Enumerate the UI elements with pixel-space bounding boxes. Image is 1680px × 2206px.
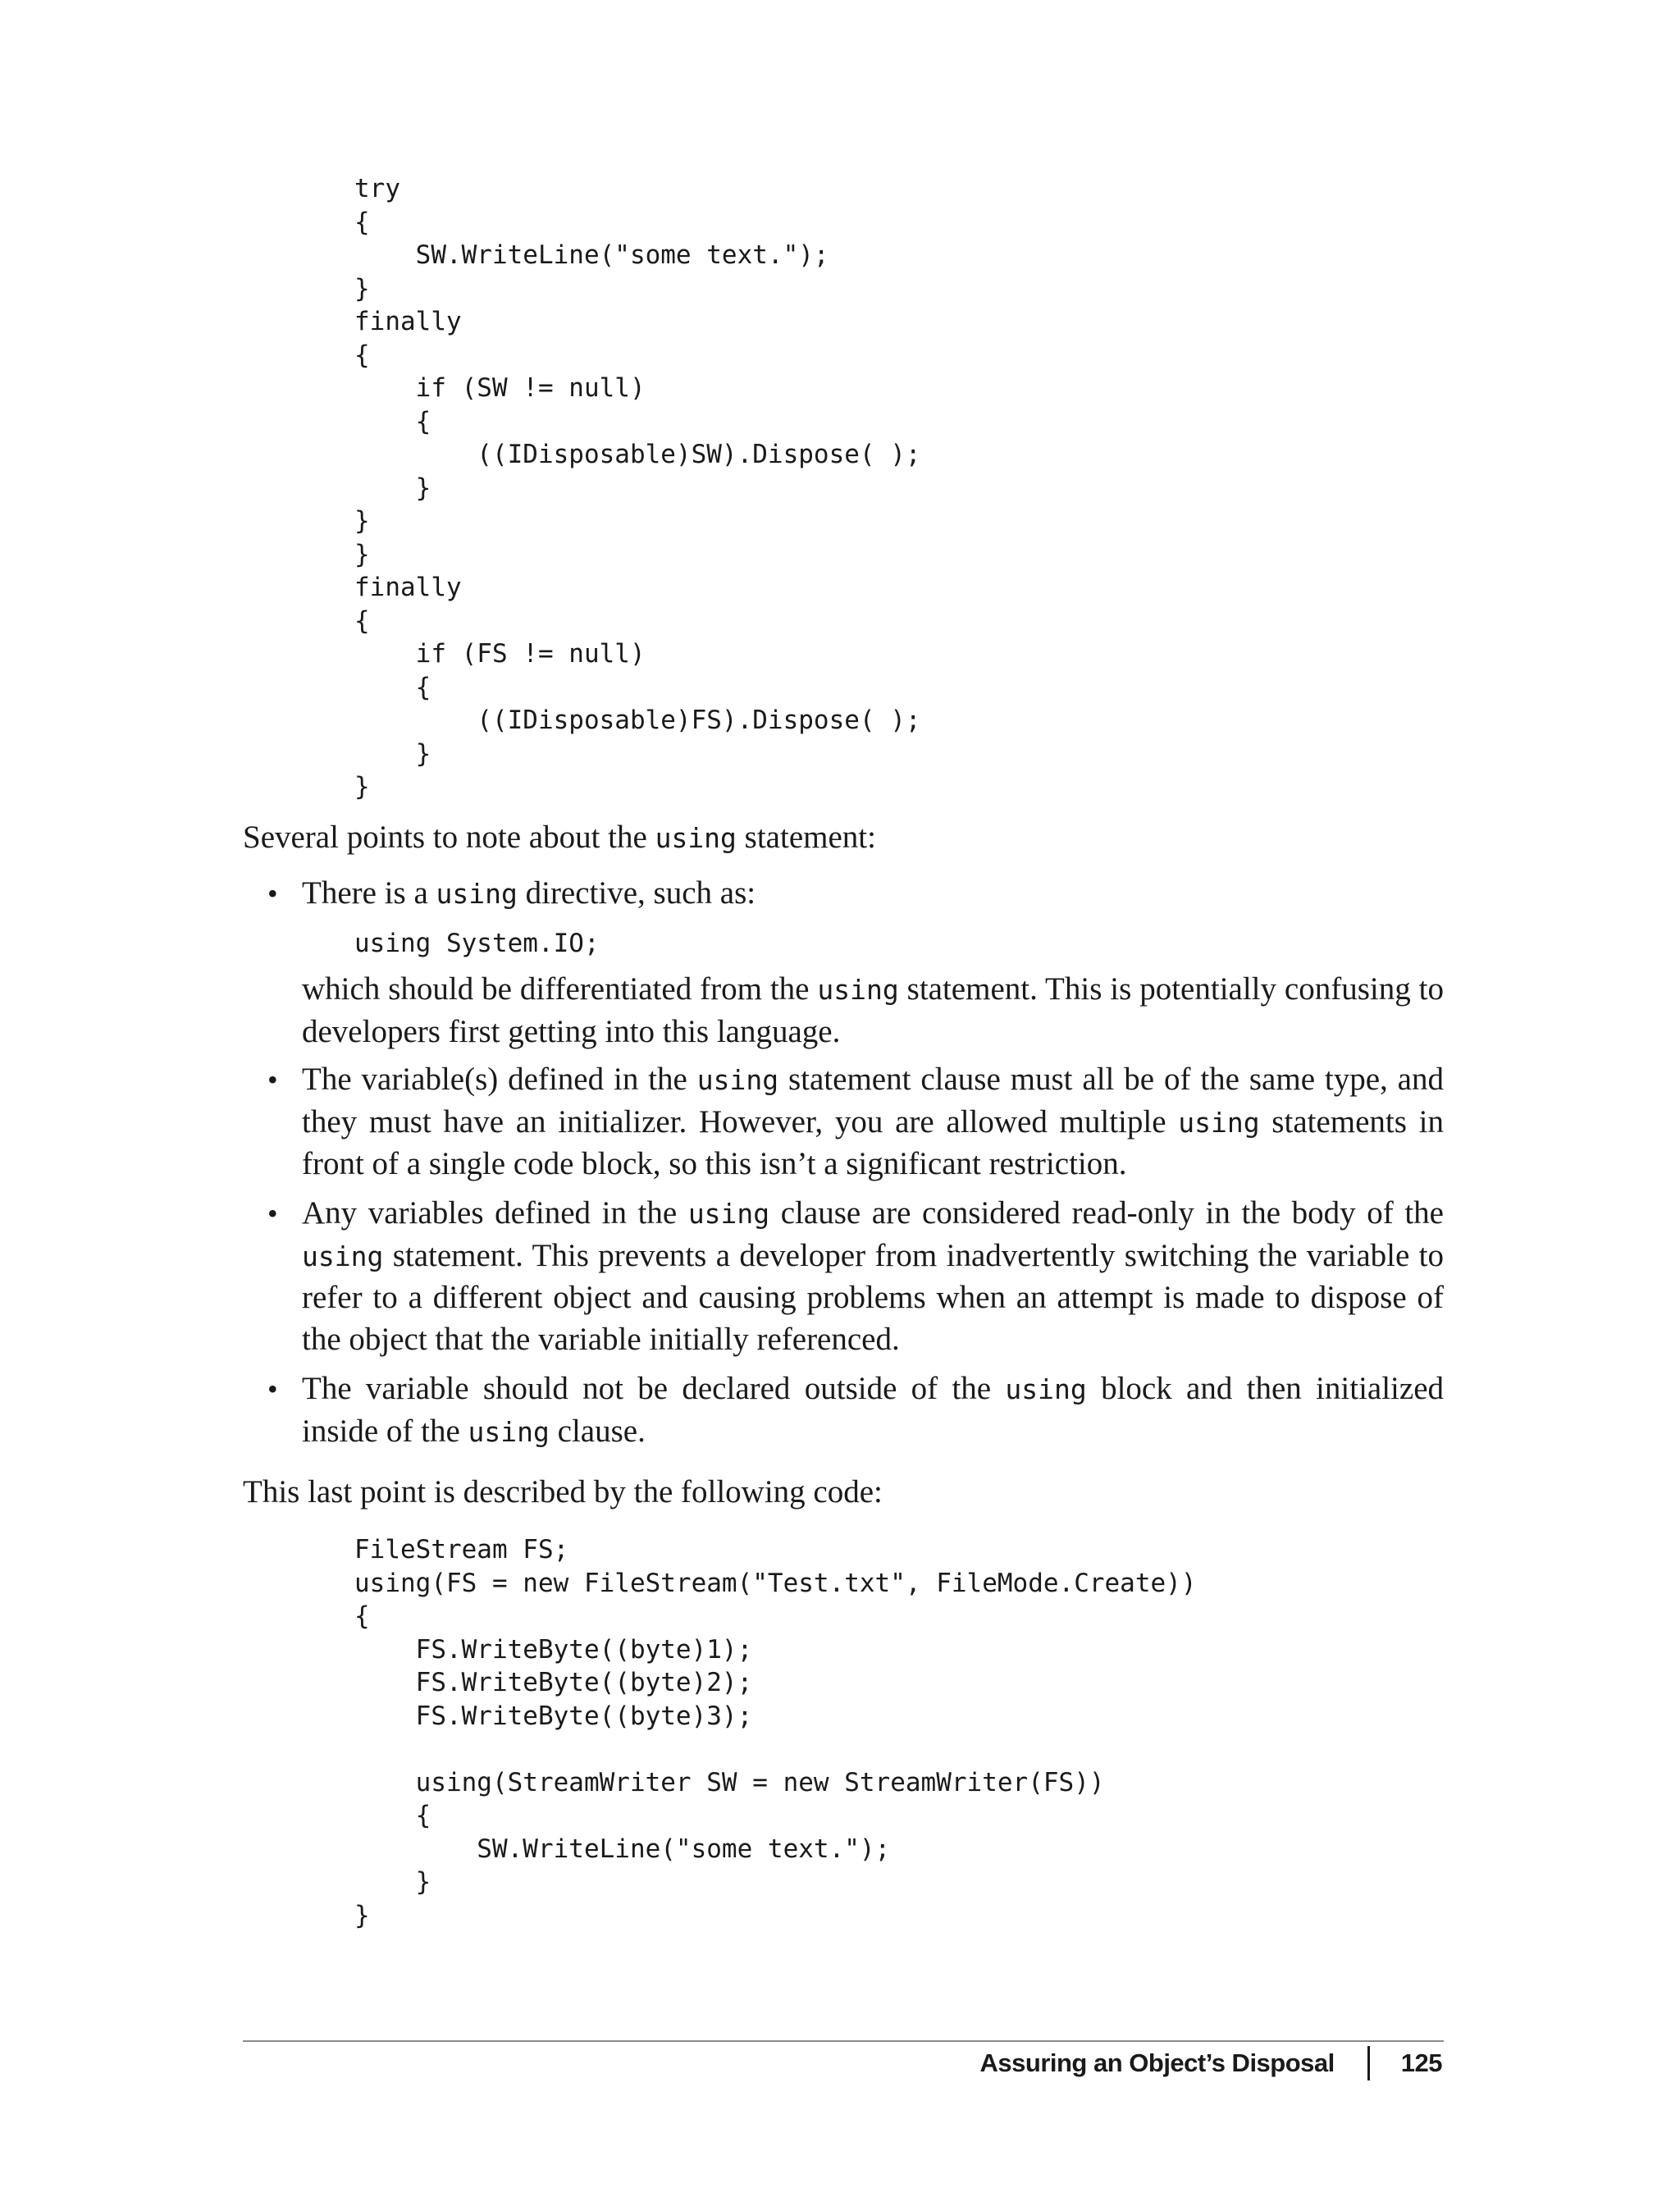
bullet2-text-1: The variable(s) defined in the [302, 1062, 697, 1097]
intro-inline-code: using [655, 822, 737, 854]
code-block-using-example: FileStream FS; using(FS = new FileStream("Test.txt", FileMode.Create)) { FS.WriteByte((byte)1); FS.WriteByte((byte)2); FS.WriteByte((byte)3); using(StreamWriter SW = new StreamWriter(FS)) { SW.WriteLine("some text."); } } [354, 1535, 1197, 1930]
bullet1-inline-code: using [436, 878, 518, 910]
bullet2-text-2: statement clause must all be of the same type, and they must have an initializer. However, you are allowed multiple [302, 1062, 1444, 1140]
bullet1-cont-text: which should be differentiated from the [302, 971, 818, 1007]
bullet-icon: • [267, 877, 278, 910]
bullet4-text-1: The variable should not be declared outside of the [302, 1371, 1006, 1406]
bullet4-text-2: block and then initialized inside of the [302, 1371, 1445, 1449]
bullet3-text-2: clause are considered read-only in the body of the [769, 1195, 1444, 1231]
bullet-item-4 [267, 1368, 1445, 1453]
bullet2-text-3: statements in front of a single code block, so this isn’t a significant restriction. [302, 1103, 1444, 1181]
bullet3-text-1: Any variables defined in the [302, 1195, 688, 1231]
footer-divider [243, 2040, 1444, 2042]
bullet1-text-after: directive, such as: [517, 875, 756, 911]
page-footer [980, 2046, 1442, 2080]
footer-section-title: Assuring an Object’s Disposal [979, 2048, 1335, 2077]
bullet1-cont-inline-code: using [817, 974, 899, 1006]
bullet3-text-3: statement. This prevents a developer from inadvertently switching the variable to refer to a different object and causing problems when an attempt is made to dispose of the object that the variable initially referenced. [302, 1237, 1444, 1357]
bullet-item-2 [267, 1059, 1444, 1185]
bullet1-cont-text-after: statement. This is potentially confusing to developers first getting into this language. [302, 971, 1444, 1049]
intro-text-before: Several points to note about the [243, 820, 655, 855]
bullet3-inline-code-1: using [687, 1198, 770, 1230]
bullet-icon: • [267, 1372, 278, 1405]
outro-paragraph: This last point is described by the following code: [243, 1474, 883, 1509]
intro-paragraph [243, 817, 876, 859]
bullet1-text: There is a [302, 875, 436, 911]
footer-separator [1367, 2046, 1370, 2080]
bullet-icon: • [267, 1063, 278, 1096]
bullet-item-1 [267, 873, 1444, 916]
intro-text-after: statement: [736, 820, 876, 855]
bullet-icon: • [267, 1197, 278, 1230]
code-using-directive: using System.IO; [354, 929, 600, 958]
bullet2-inline-code-2: using [1178, 1106, 1260, 1139]
page-number: 125 [1400, 2048, 1442, 2077]
bullet4-inline-code-1: using [1005, 1373, 1087, 1405]
bullet3-inline-code-2: using [302, 1240, 384, 1272]
bullet4-text-3: clause. [549, 1413, 646, 1449]
bullet-item-3 [267, 1193, 1444, 1360]
code-block-finally-dispose: try { SW.WriteLine("some text."); } finally { if (SW != null) { ((IDisposable)SW).Dispose( ); } } } finally { if (FS != null) { ((IDisposable)FS).Dispose( ); } } [354, 174, 921, 802]
bullet2-inline-code-1: using [696, 1064, 779, 1096]
bullet4-inline-code-2: using [468, 1415, 550, 1448]
bullet-item-1-continuation [302, 969, 1444, 1053]
